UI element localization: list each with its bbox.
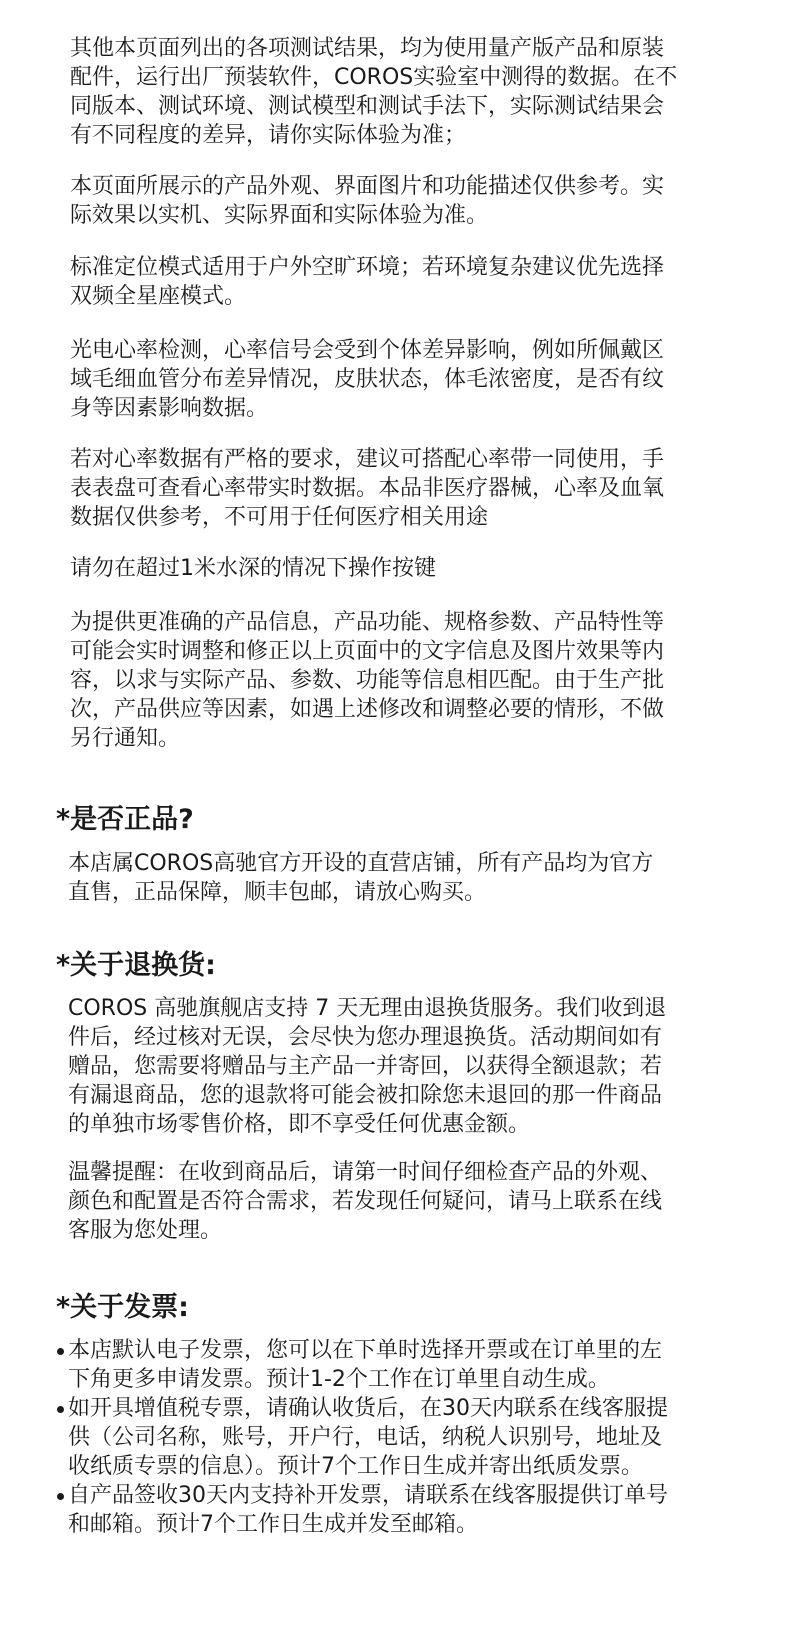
- text-line: 有不同程度的差异，请你实际体验为准；: [70, 123, 467, 148]
- text-line: 容，以求与实际产品、参数、功能等信息相匹配。由于生产批: [70, 668, 665, 693]
- disclaimer-water: [70, 554, 436, 583]
- invoice-list: [56, 1336, 668, 1539]
- returns-tip: [68, 1158, 662, 1245]
- text-line: 同版本、测试环境、测试模型和测试手法下，实际测试结果会: [70, 94, 665, 119]
- invoice-heading: *关于发票:: [56, 1292, 189, 1323]
- text-line: 的单独市场零售价格，即不享受任何优惠金额。: [68, 1112, 531, 1137]
- disclaimer-medical: [70, 445, 664, 532]
- authentic-body: [68, 849, 653, 907]
- text-line: 请勿在超过1米水深的情况下操作按键: [70, 556, 436, 581]
- text-line: 域毛细血管分布差异情况，皮肤状态，体毛浓密度，是否有纹: [70, 367, 665, 392]
- text-line: 标准定位模式适用于户外空旷环境；若环境复杂建议优先选择: [70, 255, 665, 280]
- text-line: COROS 高驰旗舰店支持 7 天无理由退换货服务。我们收到退: [68, 996, 667, 1021]
- text-line: 温馨提醒：在收到商品后，请第一时间仔细检查产品的外观、: [68, 1160, 663, 1185]
- authentic-heading: *是否正品?: [56, 804, 194, 835]
- text-line: 次，产品供应等因素，如遇上述修改和调整必要的情形，不做: [70, 697, 665, 722]
- returns-heading: *关于退换货:: [56, 950, 216, 981]
- text-line: 双频全星座模式。: [70, 284, 247, 309]
- text-line: 颜色和配置是否符合需求，若发现任何疑问，请马上联系在线: [68, 1189, 663, 1214]
- text-line: 和邮箱。预计7个工作日生成并发至邮箱。: [68, 1512, 478, 1537]
- text-line: 下角更多申请发票。预计1-2个工作在订单里自动生成。: [68, 1367, 610, 1392]
- text-line: 为提供更准确的产品信息，产品功能、规格参数、产品特性等: [70, 610, 665, 635]
- disclaimer-updates: [70, 608, 664, 753]
- text-line: 本店属COROS高驰官方开设的直营店铺，所有产品均为官方: [68, 851, 654, 876]
- text-line: 客服为您处理。: [68, 1218, 223, 1243]
- text-line: 赠品，您需要将赠品与主产品一并寄回，以获得全额退款；若: [68, 1054, 663, 1079]
- disclaimer-heart-rate: [70, 336, 664, 423]
- disclaimer-appearance: [70, 172, 664, 230]
- text-line: 际效果以实机、实际界面和实际体验为准。: [70, 203, 489, 228]
- text-line: 供（公司名称，账号，开户行，电话，纳税人识别号，地址及: [68, 1425, 663, 1450]
- text-line: 身等因素影响数据。: [70, 396, 269, 421]
- text-line: 另行通知。: [70, 726, 181, 751]
- list-item: [56, 1336, 668, 1394]
- text-line: 件后，经过核对无误，会尽快为您办理退换货。活动期间如有: [68, 1025, 663, 1050]
- text-line: 如开具增值税专票，请确认收货后，在30天内联系在线客服提: [68, 1396, 668, 1421]
- text-line: 数据仅供参考，不可用于任何医疗相关用途: [70, 505, 489, 530]
- disclaimer-test-results: [70, 34, 677, 150]
- text-line: 可能会实时调整和修正以上页面中的文字信息及图片效果等内: [70, 639, 665, 664]
- text-line: 配件，运行出厂预装软件，COROS实验室中测得的数据。在不: [70, 65, 678, 90]
- text-line: 本页面所展示的产品外观、界面图片和功能描述仅供参考。实: [70, 174, 665, 199]
- bullet-dot-icon: [57, 1493, 64, 1500]
- text-line: 直售，正品保障，顺丰包邮，请放心购买。: [68, 880, 487, 905]
- text-line: 有漏退商品，您的退款将可能会被扣除您未退回的那一件商品: [68, 1083, 663, 1108]
- text-line: 自产品签收30天内支持补开发票，请联系在线客服提供订单号: [68, 1483, 668, 1508]
- returns-body: [68, 994, 666, 1139]
- text-line: 表表盘可查看心率带实时数据。本品非医疗器械，心率及血氧: [70, 476, 665, 501]
- text-line: 收纸质专票的信息）。预计7个工作日生成并寄出纸质发票。: [68, 1454, 643, 1479]
- text-line: 其他本页面列出的各项测试结果，均为使用量产版产品和原装: [70, 36, 665, 61]
- list-item: [56, 1481, 668, 1539]
- disclaimer-positioning: [70, 253, 664, 311]
- text-line: 光电心率检测，心率信号会受到个体差异影响，例如所佩戴区: [70, 338, 665, 363]
- bullet-dot-icon: [57, 1406, 64, 1413]
- text-line: 本店默认电子发票，您可以在下单时选择开票或在订单里的左: [68, 1338, 663, 1363]
- bullet-dot-icon: [57, 1348, 64, 1355]
- list-item: [56, 1394, 668, 1481]
- text-line: 若对心率数据有严格的要求，建议可搭配心率带一同使用，手: [70, 447, 665, 472]
